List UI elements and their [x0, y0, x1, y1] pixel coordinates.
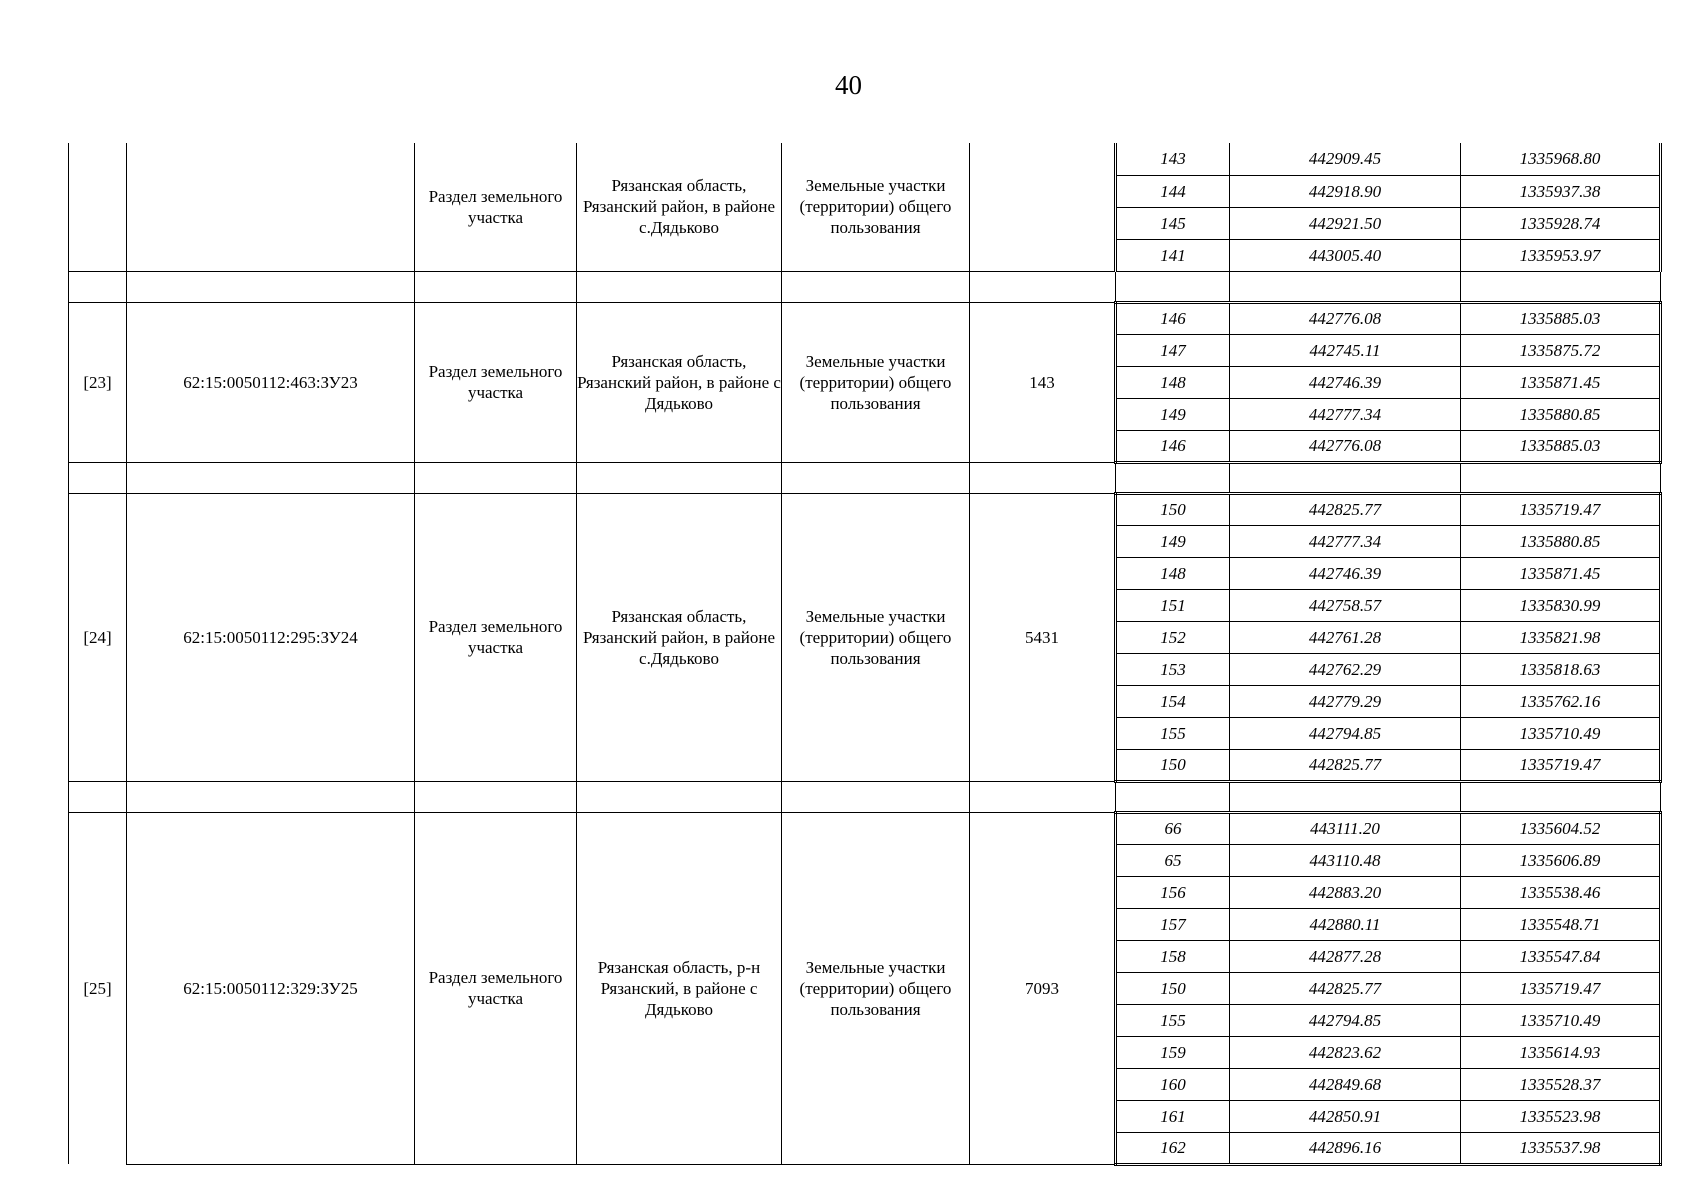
point-number: 161	[1116, 1100, 1230, 1132]
spacer-cell	[1461, 781, 1661, 812]
point-x: 443111.20	[1230, 812, 1461, 844]
point-y: 1335875.72	[1461, 334, 1661, 366]
cadastral-number: 62:15:0050112:463:ЗУ23	[127, 302, 415, 462]
spacer-row	[69, 462, 1661, 493]
point-number: 150	[1116, 972, 1230, 1004]
point-number: 157	[1116, 908, 1230, 940]
spacer-cell	[127, 271, 415, 302]
point-y: 1335719.47	[1461, 749, 1661, 781]
point-number: 151	[1116, 589, 1230, 621]
point-x: 442823.62	[1230, 1036, 1461, 1068]
point-number: 143	[1116, 143, 1230, 175]
table-row	[69, 143, 1661, 175]
spacer-cell	[127, 781, 415, 812]
point-y: 1335523.98	[1461, 1100, 1661, 1132]
point-number: 65	[1116, 844, 1230, 876]
parcel-number: [23]	[69, 302, 127, 462]
spacer-cell	[69, 781, 127, 812]
point-y: 1335538.46	[1461, 876, 1661, 908]
point-x: 442777.34	[1230, 398, 1461, 430]
table-row	[69, 812, 1661, 844]
point-y: 1335710.49	[1461, 717, 1661, 749]
point-x: 442825.77	[1230, 972, 1461, 1004]
point-number: 162	[1116, 1132, 1230, 1164]
point-y: 1335928.74	[1461, 207, 1661, 239]
point-x: 442776.08	[1230, 302, 1461, 334]
spacer-cell	[1230, 271, 1461, 302]
point-number: 160	[1116, 1068, 1230, 1100]
point-y: 1335953.97	[1461, 239, 1661, 271]
point-x: 442794.85	[1230, 1004, 1461, 1036]
point-y: 1335880.85	[1461, 525, 1661, 557]
point-y: 1335719.47	[1461, 493, 1661, 525]
point-y: 1335547.84	[1461, 940, 1661, 972]
spacer-cell	[1461, 271, 1661, 302]
table-row	[69, 493, 1661, 525]
parcel-number: [24]	[69, 493, 127, 781]
point-number: 148	[1116, 366, 1230, 398]
point-x: 442825.77	[1230, 493, 1461, 525]
point-number: 146	[1116, 430, 1230, 462]
point-x: 442776.08	[1230, 430, 1461, 462]
parcel-area: 5431	[970, 493, 1116, 781]
parcel-category: Земельные участки (территории) общего пользования	[782, 143, 970, 271]
point-number: 146	[1116, 302, 1230, 334]
point-y: 1335606.89	[1461, 844, 1661, 876]
point-y: 1335871.45	[1461, 557, 1661, 589]
point-number: 141	[1116, 239, 1230, 271]
parcel-number: [25]	[69, 812, 127, 1164]
parcel-area-cell	[970, 143, 1116, 271]
point-x: 442849.68	[1230, 1068, 1461, 1100]
point-number: 150	[1116, 493, 1230, 525]
spacer-cell	[577, 462, 782, 493]
point-y: 1335880.85	[1461, 398, 1661, 430]
point-y: 1335818.63	[1461, 653, 1661, 685]
point-x: 442746.39	[1230, 557, 1461, 589]
point-x: 442794.85	[1230, 717, 1461, 749]
parcel-address: Рязанская область, Рязанский район, в районе с.Дядьково	[577, 493, 782, 781]
point-number: 66	[1116, 812, 1230, 844]
spacer-cell	[415, 462, 577, 493]
spacer-cell	[1461, 462, 1661, 493]
point-x: 442909.45	[1230, 143, 1461, 175]
spacer-cell	[970, 271, 1116, 302]
page-number: 40	[835, 70, 862, 100]
point-x: 442883.20	[1230, 876, 1461, 908]
spacer-cell	[1116, 462, 1230, 493]
parcel-type: Раздел земельного участка	[415, 302, 577, 462]
point-y: 1335528.37	[1461, 1068, 1661, 1100]
point-y: 1335719.47	[1461, 972, 1661, 1004]
point-y: 1335821.98	[1461, 621, 1661, 653]
point-y: 1335548.71	[1461, 908, 1661, 940]
parcel-area: 143	[970, 302, 1116, 462]
spacer-cell	[577, 271, 782, 302]
spacer-cell	[782, 271, 970, 302]
point-x: 443110.48	[1230, 844, 1461, 876]
point-x: 442850.91	[1230, 1100, 1461, 1132]
point-number: 155	[1116, 717, 1230, 749]
point-y: 1335937.38	[1461, 175, 1661, 207]
point-x: 442758.57	[1230, 589, 1461, 621]
point-number: 149	[1116, 398, 1230, 430]
spacer-row	[69, 781, 1661, 812]
spacer-cell	[970, 781, 1116, 812]
point-y: 1335830.99	[1461, 589, 1661, 621]
cadastral-number: 62:15:0050112:295:ЗУ24	[127, 493, 415, 781]
parcel-address: Рязанская область, Рязанский район, в районе с Дядьково	[577, 302, 782, 462]
spacer-cell	[1230, 462, 1461, 493]
cadastral-number-cell	[127, 143, 415, 271]
parcel-category: Земельные участки (территории) общего пользования	[782, 812, 970, 1164]
table-row	[69, 302, 1661, 334]
point-y: 1335537.98	[1461, 1132, 1661, 1164]
point-y: 1335604.52	[1461, 812, 1661, 844]
spacer-cell	[577, 781, 782, 812]
point-y: 1335762.16	[1461, 685, 1661, 717]
point-x: 442762.29	[1230, 653, 1461, 685]
point-x: 443005.40	[1230, 239, 1461, 271]
point-x: 442877.28	[1230, 940, 1461, 972]
point-y: 1335614.93	[1461, 1036, 1661, 1068]
point-y: 1335885.03	[1461, 430, 1661, 462]
spacer-cell	[415, 271, 577, 302]
parcel-address: Рязанская область, р-н Рязанский, в районе с Дядьково	[577, 812, 782, 1164]
spacer-cell	[1116, 781, 1230, 812]
point-y: 1335871.45	[1461, 366, 1661, 398]
point-y: 1335968.80	[1461, 143, 1661, 175]
point-number: 158	[1116, 940, 1230, 972]
parcel-area: 7093	[970, 812, 1116, 1164]
spacer-cell	[782, 462, 970, 493]
point-x: 442825.77	[1230, 749, 1461, 781]
point-number: 159	[1116, 1036, 1230, 1068]
point-x: 442746.39	[1230, 366, 1461, 398]
spacer-cell	[970, 462, 1116, 493]
cadastral-number: 62:15:0050112:329:ЗУ25	[127, 812, 415, 1164]
parcel-category: Земельные участки (территории) общего пользования	[782, 302, 970, 462]
parcel-number-cell	[69, 143, 127, 271]
point-y: 1335885.03	[1461, 302, 1661, 334]
point-x: 442779.29	[1230, 685, 1461, 717]
point-number: 147	[1116, 334, 1230, 366]
spacer-cell	[127, 462, 415, 493]
point-number: 152	[1116, 621, 1230, 653]
spacer-cell	[782, 781, 970, 812]
point-number: 156	[1116, 876, 1230, 908]
point-number: 148	[1116, 557, 1230, 589]
point-number: 144	[1116, 175, 1230, 207]
point-x: 442896.16	[1230, 1132, 1461, 1164]
parcel-type: Раздел земельного участка	[415, 812, 577, 1164]
point-x: 442761.28	[1230, 621, 1461, 653]
parcel-address: Рязанская область, Рязанский район, в районе с.Дядьково	[577, 143, 782, 271]
parcel-type: Раздел земельного участка	[415, 493, 577, 781]
spacer-cell	[1116, 271, 1230, 302]
spacer-cell	[415, 781, 577, 812]
spacer-cell	[69, 462, 127, 493]
point-number: 155	[1116, 1004, 1230, 1036]
point-x: 442880.11	[1230, 908, 1461, 940]
point-x: 442918.90	[1230, 175, 1461, 207]
point-number: 150	[1116, 749, 1230, 781]
point-number: 154	[1116, 685, 1230, 717]
parcel-category: Земельные участки (территории) общего пользования	[782, 493, 970, 781]
point-number: 149	[1116, 525, 1230, 557]
point-number: 145	[1116, 207, 1230, 239]
parcel-coordinates-table	[68, 143, 1662, 1166]
point-x: 442745.11	[1230, 334, 1461, 366]
point-y: 1335710.49	[1461, 1004, 1661, 1036]
point-x: 442921.50	[1230, 207, 1461, 239]
parcel-type: Раздел земельного участка	[415, 143, 577, 271]
spacer-row	[69, 271, 1661, 302]
spacer-cell	[1230, 781, 1461, 812]
point-number: 153	[1116, 653, 1230, 685]
point-x: 442777.34	[1230, 525, 1461, 557]
spacer-cell	[69, 271, 127, 302]
